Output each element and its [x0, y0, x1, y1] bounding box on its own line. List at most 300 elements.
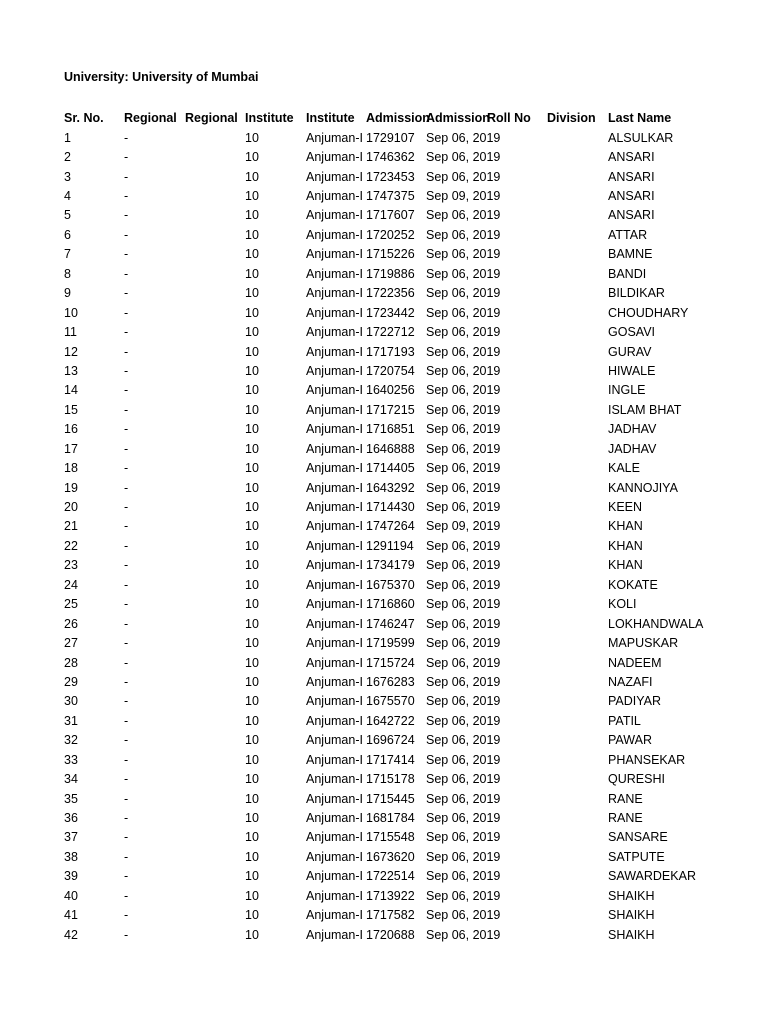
table-cell: -: [124, 558, 129, 573]
table-cell: -: [124, 422, 129, 437]
table-cell: RANE: [608, 811, 643, 826]
table-cell: 1746247: [366, 616, 415, 631]
table-cell: 1720754: [366, 363, 415, 378]
table-cell: -: [124, 402, 129, 417]
column-header: Institute: [306, 111, 355, 125]
table-row: [64, 828, 668, 847]
table-cell: BILDIKAR: [608, 286, 665, 301]
table-cell: SHAIKH: [608, 927, 655, 942]
table-cell: 1747264: [366, 519, 415, 534]
table-cell: 10: [245, 597, 259, 612]
table-row: [64, 614, 704, 633]
table-cell: -: [124, 500, 129, 515]
table-cell: 37: [64, 830, 78, 845]
table-cell: 10: [245, 402, 259, 417]
table-cell: 31: [64, 713, 78, 728]
table-cell: Sep 06, 2019: [426, 344, 501, 359]
table-cell: -: [124, 305, 129, 320]
table-cell: 1676283: [366, 674, 415, 689]
table-cell: Anjuman-I: [306, 441, 363, 456]
table-cell: Sep 06, 2019: [426, 616, 501, 631]
table-cell: -: [124, 130, 129, 145]
table-cell: -: [124, 830, 129, 845]
column-header: Last Name: [608, 111, 672, 125]
table-row: [64, 128, 674, 147]
table-cell: Sep 06, 2019: [426, 227, 501, 242]
table-cell: HIWALE: [608, 363, 656, 378]
table-cell: 1717582: [366, 908, 415, 923]
table-cell: Anjuman-I: [306, 130, 363, 145]
table-row: [64, 478, 678, 497]
table-cell: 10: [245, 150, 259, 165]
table-row: [64, 711, 668, 730]
table-cell: 1719599: [366, 636, 415, 651]
table-cell: Sep 06, 2019: [426, 733, 501, 748]
table-cell: 1716851: [366, 422, 415, 437]
table-cell: 10: [245, 383, 259, 398]
table-cell: Anjuman-I: [306, 655, 363, 670]
table-cell: RANE: [608, 791, 643, 806]
table-cell: 21: [64, 519, 78, 534]
table-cell: 10: [245, 305, 259, 320]
table-cell: 17: [64, 441, 78, 456]
table-cell: 1722514: [366, 869, 415, 884]
table-cell: 10: [245, 694, 259, 709]
table-cell: Anjuman-I: [306, 189, 363, 204]
table-cell: Sep 06, 2019: [426, 636, 501, 651]
table-cell: Sep 06, 2019: [426, 772, 501, 787]
table-cell: Sep 06, 2019: [426, 830, 501, 845]
table-cell: -: [124, 927, 129, 942]
table-cell: SHAIKH: [608, 908, 655, 923]
table-row: [64, 536, 668, 555]
table-row: [64, 381, 668, 400]
table-cell: 10: [245, 888, 259, 903]
table-cell: PADIYAR: [608, 694, 662, 709]
table-cell: 1747375: [366, 189, 415, 204]
table-row: [64, 400, 682, 419]
table-cell: Anjuman-I: [306, 849, 363, 864]
table-row: [64, 556, 668, 575]
table-cell: Anjuman-I: [306, 869, 363, 884]
table-cell: Sep 06, 2019: [426, 325, 501, 340]
table-cell: 1720688: [366, 927, 415, 942]
table-cell: Anjuman-I: [306, 208, 363, 223]
table-cell: -: [124, 480, 129, 495]
table-cell: ANSARI: [608, 169, 655, 184]
table-cell: 10: [245, 169, 259, 184]
table-row: [64, 633, 679, 652]
table-cell: GURAV: [608, 344, 652, 359]
table-cell: 1723453: [366, 169, 415, 184]
table-cell: Sep 06, 2019: [426, 927, 501, 942]
table-cell: -: [124, 344, 129, 359]
table-cell: SATPUTE: [608, 849, 665, 864]
table-row: [64, 497, 668, 516]
table-cell: 1642722: [366, 713, 415, 728]
table-cell: -: [124, 791, 129, 806]
table-cell: 18: [64, 461, 78, 476]
table-cell: -: [124, 908, 129, 923]
table-cell: 10: [245, 849, 259, 864]
table-cell: 1681784: [366, 811, 415, 826]
table-row: [64, 731, 668, 750]
table-cell: -: [124, 266, 129, 281]
table-cell: Sep 06, 2019: [426, 597, 501, 612]
table-cell: Sep 06, 2019: [426, 694, 501, 709]
table-row: [64, 517, 668, 536]
table-cell: 1717414: [366, 752, 415, 767]
table-cell: KANNOJIYA: [608, 480, 678, 495]
table-cell: Anjuman-I: [306, 402, 363, 417]
table-cell: BAMNE: [608, 247, 653, 262]
table-cell: Sep 06, 2019: [426, 169, 501, 184]
table-cell: 25: [64, 597, 78, 612]
table-cell: 1713922: [366, 888, 415, 903]
table-cell: 1720252: [366, 227, 415, 242]
table-cell: 1734179: [366, 558, 415, 573]
table-cell: Anjuman-I: [306, 325, 363, 340]
table-cell: 10: [245, 189, 259, 204]
table-cell: 10: [245, 752, 259, 767]
table-cell: Sep 06, 2019: [426, 577, 501, 592]
table-row: [64, 458, 668, 477]
table-cell: Anjuman-I: [306, 247, 363, 262]
table-cell: GOSAVI: [608, 325, 656, 340]
table-cell: 10: [245, 772, 259, 787]
table-cell: -: [124, 713, 129, 728]
table-cell: 1: [64, 130, 71, 145]
table-cell: Sep 06, 2019: [426, 655, 501, 670]
table-cell: 10: [245, 480, 259, 495]
table-cell: Anjuman-I: [306, 266, 363, 281]
table-cell: 10: [245, 577, 259, 592]
table-cell: -: [124, 189, 129, 204]
table-cell: 11: [64, 325, 77, 340]
table-cell: -: [124, 694, 129, 709]
table-cell: -: [124, 363, 129, 378]
table-cell: Sep 06, 2019: [426, 791, 501, 806]
table-cell: Anjuman-I: [306, 674, 363, 689]
table-cell: 4: [64, 189, 71, 204]
table-cell: 40: [64, 888, 78, 903]
table-cell: Anjuman-I: [306, 733, 363, 748]
table-cell: 16: [64, 422, 78, 437]
table-cell: 1715548: [366, 830, 415, 845]
table-row: [64, 789, 668, 808]
table-cell: KALE: [608, 461, 640, 476]
table-cell: Sep 06, 2019: [426, 363, 501, 378]
table-cell: 7: [64, 247, 71, 262]
table-cell: Anjuman-I: [306, 830, 363, 845]
table-cell: Sep 06, 2019: [426, 383, 501, 398]
table-cell: 1715178: [366, 772, 415, 787]
table-cell: 20: [64, 500, 78, 515]
table-cell: 10: [245, 733, 259, 748]
table-row: [64, 342, 668, 361]
table-cell: Sep 06, 2019: [426, 558, 501, 573]
table-cell: Sep 06, 2019: [426, 402, 501, 417]
table-cell: KOKATE: [608, 577, 658, 592]
table-row: [64, 225, 668, 244]
table-cell: 1715226: [366, 247, 415, 262]
table-body: [64, 128, 704, 944]
table-cell: 10: [245, 441, 259, 456]
table-cell: Sep 06, 2019: [426, 713, 501, 728]
table-cell: Sep 06, 2019: [426, 305, 501, 320]
table-cell: JADHAV: [608, 441, 657, 456]
table-cell: Anjuman-I: [306, 558, 363, 573]
column-header: Roll No: [487, 111, 531, 125]
table-cell: 12: [64, 344, 78, 359]
table-cell: 1714430: [366, 500, 415, 515]
table-cell: NAZAFI: [608, 674, 653, 689]
table-cell: 23: [64, 558, 78, 573]
table-cell: 1722356: [366, 286, 415, 301]
table-cell: 22: [64, 538, 78, 553]
table-cell: -: [124, 811, 129, 826]
table-cell: 10: [245, 616, 259, 631]
table-cell: 8: [64, 266, 71, 281]
table-cell: 1675570: [366, 694, 415, 709]
table-cell: 1714405: [366, 461, 415, 476]
table-cell: -: [124, 227, 129, 242]
table-cell: 10: [245, 830, 259, 845]
table-row: [64, 906, 668, 925]
document-title: University: University of Mumbai: [64, 70, 259, 84]
table-row: [64, 147, 668, 166]
table-cell: Anjuman-I: [306, 772, 363, 787]
table-cell: Anjuman-I: [306, 908, 363, 923]
table-row: [64, 322, 668, 341]
table-cell: -: [124, 519, 129, 534]
table-cell: Anjuman-I: [306, 150, 363, 165]
table-cell: -: [124, 208, 129, 223]
table-cell: Anjuman-I: [306, 791, 363, 806]
column-header: Division: [547, 111, 596, 125]
table-cell: Anjuman-I: [306, 383, 363, 398]
table-cell: Sep 06, 2019: [426, 908, 501, 923]
table-cell: Anjuman-I: [306, 519, 363, 534]
table-cell: Anjuman-I: [306, 286, 363, 301]
table-cell: 10: [245, 674, 259, 689]
table-cell: INGLE: [608, 383, 646, 398]
table-cell: SANSARE: [608, 830, 668, 845]
table-cell: -: [124, 577, 129, 592]
table-cell: Anjuman-I: [306, 636, 363, 651]
table-cell: 42: [64, 927, 78, 942]
table-cell: Sep 06, 2019: [426, 811, 501, 826]
table-cell: Anjuman-I: [306, 927, 363, 942]
table-row: [64, 420, 668, 439]
table-cell: Sep 06, 2019: [426, 286, 501, 301]
table-cell: KHAN: [608, 538, 643, 553]
table-cell: Sep 06, 2019: [426, 869, 501, 884]
table-cell: Anjuman-I: [306, 461, 363, 476]
table-cell: KEEN: [608, 500, 643, 515]
table-cell: PHANSEKAR: [608, 752, 686, 767]
table-row: [64, 672, 668, 691]
table-cell: MAPUSKAR: [608, 636, 679, 651]
table-cell: -: [124, 441, 129, 456]
table-cell: 35: [64, 791, 78, 806]
table-cell: 10: [245, 713, 259, 728]
table-cell: 28: [64, 655, 78, 670]
table-cell: 1696724: [366, 733, 415, 748]
table-cell: 1722712: [366, 325, 415, 340]
table-cell: 39: [64, 869, 78, 884]
table-row: [64, 186, 668, 205]
table-cell: 13: [64, 363, 78, 378]
table-cell: 33: [64, 752, 78, 767]
table-row: [64, 847, 668, 866]
table-cell: Sep 06, 2019: [426, 849, 501, 864]
table-cell: Sep 09, 2019: [426, 189, 501, 204]
column-header: Institute: [245, 111, 294, 125]
table-cell: 1673620: [366, 849, 415, 864]
table-cell: Sep 06, 2019: [426, 674, 501, 689]
table-cell: Anjuman-I: [306, 422, 363, 437]
table-cell: -: [124, 325, 129, 340]
table-cell: QURESHI: [608, 772, 665, 787]
table-row: [64, 692, 668, 711]
table-cell: 1746362: [366, 150, 415, 165]
table-row: [64, 303, 689, 322]
table-cell: SAWARDEKAR: [608, 869, 696, 884]
table-cell: Sep 09, 2019: [426, 519, 501, 534]
table-cell: 29: [64, 674, 78, 689]
table-cell: Sep 06, 2019: [426, 266, 501, 281]
table-cell: 10: [245, 325, 259, 340]
table-cell: -: [124, 247, 129, 262]
table-cell: Sep 06, 2019: [426, 500, 501, 515]
table-cell: 10: [245, 500, 259, 515]
table-cell: Anjuman-I: [306, 616, 363, 631]
table-cell: 38: [64, 849, 78, 864]
table-cell: KHAN: [608, 558, 643, 573]
table-row: [64, 575, 668, 594]
table-cell: 10: [64, 305, 78, 320]
table-cell: 10: [245, 655, 259, 670]
table-cell: 26: [64, 616, 78, 631]
table-cell: -: [124, 655, 129, 670]
spreadsheet-table: [64, 108, 704, 944]
table-cell: KHAN: [608, 519, 643, 534]
table-cell: Anjuman-I: [306, 363, 363, 378]
table-row: [64, 925, 668, 944]
table-cell: Anjuman-I: [306, 169, 363, 184]
table-row: [64, 167, 668, 186]
column-header: Sr. No.: [64, 111, 104, 125]
table-cell: -: [124, 636, 129, 651]
table-cell: 10: [245, 636, 259, 651]
table-cell: 6: [64, 227, 71, 242]
table-cell: PATIL: [608, 713, 641, 728]
table-cell: Sep 06, 2019: [426, 130, 501, 145]
table-cell: -: [124, 674, 129, 689]
table-cell: Anjuman-I: [306, 344, 363, 359]
table-cell: 10: [245, 869, 259, 884]
table-cell: 32: [64, 733, 78, 748]
table-cell: -: [124, 461, 129, 476]
table-cell: Anjuman-I: [306, 305, 363, 320]
table-cell: KOLI: [608, 597, 637, 612]
table-row: [64, 750, 686, 769]
table-cell: 10: [245, 266, 259, 281]
table-cell: Sep 06, 2019: [426, 752, 501, 767]
table-cell: -: [124, 616, 129, 631]
table-cell: 10: [245, 363, 259, 378]
table-cell: 10: [245, 227, 259, 242]
table-cell: 10: [245, 130, 259, 145]
table-cell: Anjuman-I: [306, 888, 363, 903]
table-cell: Anjuman-I: [306, 752, 363, 767]
table-cell: Sep 06, 2019: [426, 461, 501, 476]
table-cell: 1717607: [366, 208, 415, 223]
table-row: [64, 808, 668, 827]
table-cell: CHOUDHARY: [608, 305, 689, 320]
table-cell: 1715445: [366, 791, 415, 806]
table-cell: 10: [245, 286, 259, 301]
table-cell: 27: [64, 636, 78, 651]
table-cell: 1716860: [366, 597, 415, 612]
table-cell: 10: [245, 461, 259, 476]
table-cell: 19: [64, 480, 78, 495]
table-cell: 10: [245, 344, 259, 359]
table-cell: 9: [64, 286, 71, 301]
table-cell: Anjuman-I: [306, 227, 363, 242]
table-row: [64, 769, 668, 788]
table-cell: ATTAR: [608, 227, 648, 242]
table-cell: Sep 06, 2019: [426, 888, 501, 903]
table-cell: 14: [64, 383, 78, 398]
table-cell: 10: [245, 208, 259, 223]
table-cell: 10: [245, 908, 259, 923]
table-cell: 15: [64, 402, 78, 417]
table-cell: 10: [245, 519, 259, 534]
table-cell: -: [124, 150, 129, 165]
table-cell: Anjuman-I: [306, 538, 363, 553]
table-cell: Anjuman-I: [306, 577, 363, 592]
table-cell: 36: [64, 811, 78, 826]
table-row: [64, 439, 668, 458]
table-cell: 3: [64, 169, 71, 184]
table-cell: -: [124, 849, 129, 864]
table-row: [64, 264, 668, 283]
table-cell: 1643292: [366, 480, 415, 495]
table-cell: -: [124, 733, 129, 748]
table-cell: Anjuman-I: [306, 500, 363, 515]
table-cell: 1719886: [366, 266, 415, 281]
column-header: Regional: [185, 111, 238, 125]
table-cell: ISLAM BHAT: [608, 402, 682, 417]
table-cell: Sep 06, 2019: [426, 422, 501, 437]
table-cell: -: [124, 383, 129, 398]
table-cell: -: [124, 538, 129, 553]
table-cell: 1675370: [366, 577, 415, 592]
table-cell: Anjuman-I: [306, 713, 363, 728]
table-cell: 10: [245, 247, 259, 262]
table-cell: 5: [64, 208, 71, 223]
table-cell: -: [124, 888, 129, 903]
table-cell: 1717215: [366, 402, 415, 417]
table-row: [64, 886, 668, 905]
table-cell: ANSARI: [608, 189, 655, 204]
column-header: Regional: [124, 111, 177, 125]
table-cell: 1729107: [366, 130, 415, 145]
table-cell: Anjuman-I: [306, 694, 363, 709]
table-cell: NADEEM: [608, 655, 662, 670]
